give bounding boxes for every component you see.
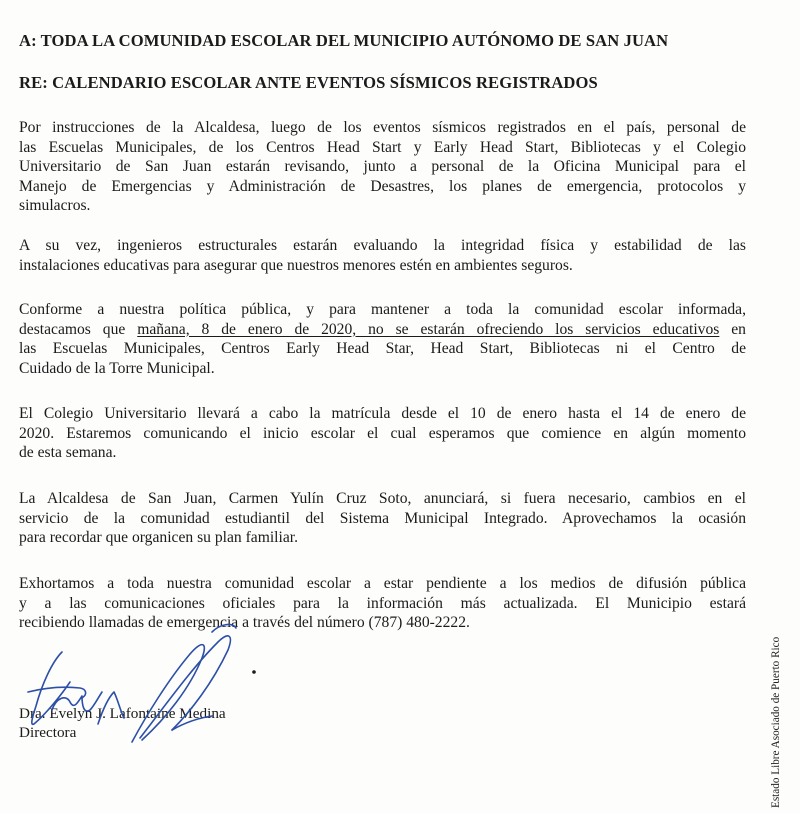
paragraph-line: instalaciones educativas para asegurar que nuestros menores estén en ambientes seguros. xyxy=(19,256,573,274)
paragraph-engineers xyxy=(19,236,746,275)
paragraph-line: 2020. Estaremos comunicando el inicio escolar el cual esperamos que comience en algún momento xyxy=(19,424,746,442)
paragraph-line: Por instrucciones de la Alcaldesa, luego de los eventos sísmicos registrados en el país, personal de xyxy=(19,119,746,136)
signatory-name: Dra. Evelyn J. Lafontaine Medina xyxy=(19,705,226,722)
paragraph-policy xyxy=(19,300,746,378)
paragraph-line: Cuidado de la Torre Municipal. xyxy=(19,359,215,377)
paragraph-enrollment xyxy=(19,404,746,463)
paragraph-line: El Colegio Universitario llevará a cabo la matrícula desde el 10 de enero hasta el 14 de enero de xyxy=(19,405,746,422)
side-caption: Estado Libre Asociado de Puerto Rico xyxy=(770,636,782,808)
paragraph-line: A su vez, ingenieros estructurales estarán evaluando la integridad física y estabilidad de las xyxy=(19,237,746,254)
paragraph-line: La Alcaldesa de San Juan, Carmen Yulín Cruz Soto, anunciará, si fuera necesario, cambios en el xyxy=(19,490,746,507)
closure-after: en xyxy=(719,320,746,338)
handwritten-signature xyxy=(22,618,267,743)
subject-heading: RE: CALENDARIO ESCOLAR ANTE EVENTOS SÍSMICOS REGISTRADOS xyxy=(19,73,598,92)
paragraph-line: las Escuelas Municipales, de los Centros Head Start y Early Head Start, Bibliotecas y el Colegio xyxy=(19,138,746,156)
closure-notice: mañana, 8 de enero de 2020, no se estarán ofreciendo los servicios educativos xyxy=(137,320,720,338)
paragraph-mayor xyxy=(19,489,746,548)
paragraph-line: y a las comunicaciones oficiales para la información más actualizada. El Municipio estará xyxy=(19,594,746,612)
paragraph-line: las Escuelas Municipales, Centros Early Head Star, Head Start, Bibliotecas ni el Centro de xyxy=(19,340,746,357)
paragraph-line: simulacros. xyxy=(19,197,91,214)
signatory-title: Directora xyxy=(19,724,77,741)
paragraph-line: servicio de la comunidad estudiantil del Sistema Municipal Integrado. Aprovechamos la ocasión xyxy=(19,509,746,527)
paragraph-instructions xyxy=(19,118,746,216)
paragraph-line: de esta semana. xyxy=(19,444,117,461)
paragraph-line-closure xyxy=(19,320,746,340)
paragraph-line: Universitario de San Juan estarán revisando, junto a personal de la Oficina Municipal para el xyxy=(19,158,746,175)
recipient-heading: A: TODA LA COMUNIDAD ESCOLAR DEL MUNICIPIO AUTÓNOMO DE SAN JUAN xyxy=(19,31,669,50)
paragraph-line: para recordar que organicen su plan familiar. xyxy=(19,529,298,546)
paragraph-line: recibiendo llamadas de emergencia a través del número (787) 480-2222. xyxy=(19,614,470,631)
paragraph-line: Conforme a nuestra política pública, y para mantener a toda la comunidad escolar informada, xyxy=(19,301,746,318)
paragraph-line: Exhortamos a toda nuestra comunidad escolar a estar pendiente a los medios de difusión pública xyxy=(19,575,746,592)
closure-intro: destacamos que xyxy=(19,320,138,338)
paragraph-line: Manejo de Emergencias y Administración de Desastres, los planes de emergencia, protocolos y xyxy=(19,177,746,195)
